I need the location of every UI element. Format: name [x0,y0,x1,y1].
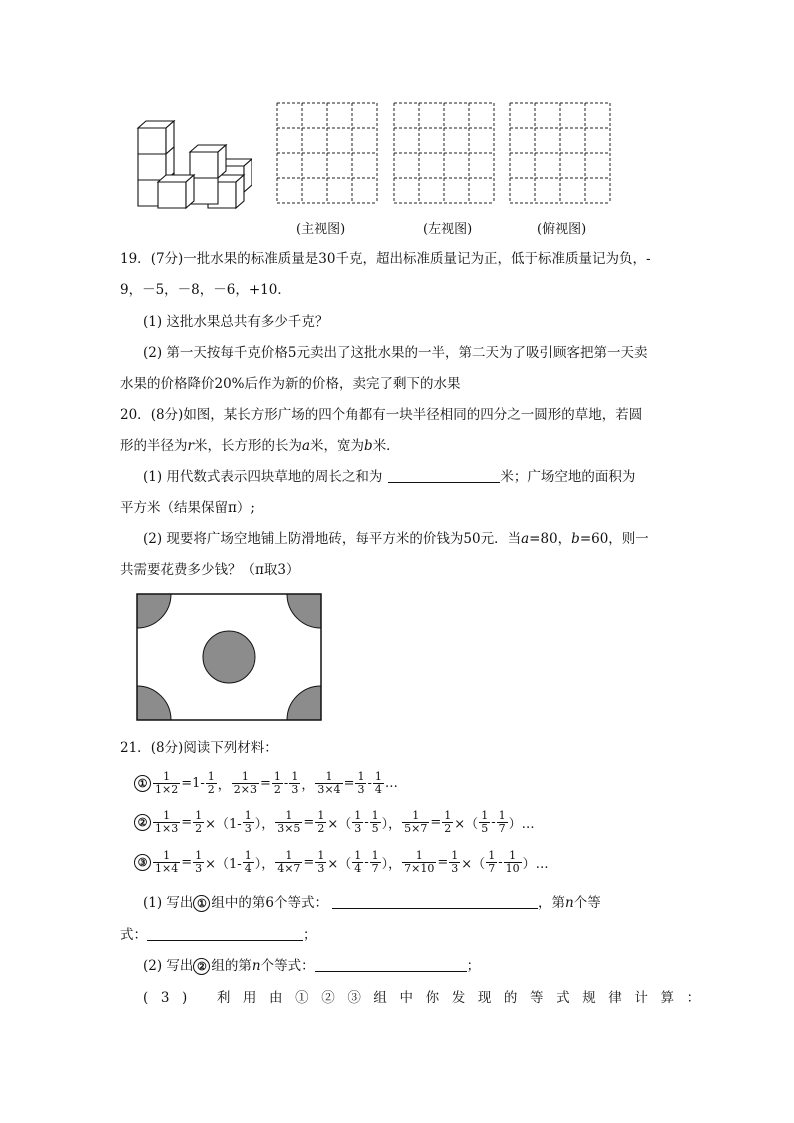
q21-sub1 [143,893,601,913]
q19-sub2-line2: 水果的价格降价20%后作为新的价格，卖完了剩下的水果 [120,376,461,392]
q19-line1 [120,249,651,269]
q21-sub1-text-line2: 式： [120,927,147,943]
q19-sub2-line1: (2) 第一天按每千克价格5元卖出了这批水果的一半，第二天为了吸引顾客把第一天卖 [143,345,648,361]
group-mark-1: ① [134,775,151,792]
equation-group-2: ② $\frac{1}{1\times 3}$ = $\frac{1}{2}$ ×（1- $\frac{1}{3}$ ）， $\frac{1}{3\times 5}$ = $\frac{1}{2}$ ×（ $\frac{1}{3}$ - $\frac{1}{5}$ ）， $\frac{1}{5\times 7}$ = $\frac{1}{2}$ ×（ $\frac{1}{5}$ - $\frac{1}{7}$ ）… [134,807,535,837]
var-a: a [301,438,311,454]
group-mark-2: ② [134,814,151,831]
q19-line2: 9，－5，－8，－6，+10． [120,282,291,298]
q21-answer-blank-3[interactable] [315,957,467,972]
q20-sub2-text-a: (2) 现要将广场空地铺上防滑地砖，每平方米的价钱为50元．当 [143,531,522,547]
q20-sub2-var-a: a [521,531,530,547]
q20-text-2b: 米，长方形的长为 [193,438,302,454]
q21-sub2-mark: ② [193,958,210,975]
q19-score: (7分) [150,251,184,267]
q21-sub1-text-d: 个等 [573,895,601,911]
top-view-grid [509,102,611,204]
left-view-grid [393,102,495,204]
q20-number: 20． [120,407,151,423]
front-view-caption: (主视图) [296,222,346,237]
q20-text-1: 如图，某长方形广场的四个角都有一块半径相同的四分之一圆形的草地，若圆 [183,407,643,423]
var-r: r [187,438,194,454]
q19-text-1: 一批水果的标准质量是30千克，超出标准质量记为正，低于标准质量记为负，- [183,251,651,267]
q21-sub2 [143,956,480,976]
q20-score: (8分) [150,407,184,423]
q19-sub1: (1) 这批水果总共有多少千克？ [143,314,329,330]
q20-sub1 [143,467,635,487]
group-mark-3: ③ [134,854,151,871]
var-n-2: n [251,958,261,974]
q21-sub2-text-a: (2) 写出 [143,958,194,974]
corner-grass-top-left [136,593,171,628]
q20-text-2c: 米，宽为 [310,438,365,454]
corner-grass-bottom-right [287,686,324,723]
q21-sub1-text-b: 组中的第6个等式： [211,895,329,911]
q20-sub2-text-c: =80， [529,531,572,547]
q21-sub3: (3) 利用由①②③组中你发现的等式规律计算： [143,990,713,1006]
q21-sub2-text-b: 组的第 [211,958,252,974]
q21-answer-blank-2[interactable] [147,926,303,941]
q21-sub1-end: ； [303,927,317,943]
q21-sub1-text-c: ，第 [538,895,566,911]
q21-score: (8分) [150,740,184,756]
q21-intro: 阅读下列材料： [183,740,278,756]
top-view-caption: (俯视图) [537,222,587,237]
front-view-grid [276,102,378,204]
q21-sub1-text-a: (1) 写出 [143,895,194,911]
square-plaza-figure [136,593,324,723]
corner-grass-bottom-left [136,686,171,723]
var-n: n [565,895,574,911]
q20-sub2-var-b: b [571,531,580,547]
corner-grass-top-right [287,593,324,628]
q19-number: 19． [120,251,151,267]
var-b: b [364,438,373,454]
q20-answer-blank-1[interactable] [388,468,500,483]
equation-group-1: ① $\frac{1}{1\times 2}$ =1- $\frac{1}{2}$ ， $\frac{1}{2\times 3}$ = $\frac{1}{2}$ - $\frac{1}{3}$ ， $\frac{1}{3\times 4}$ = $\frac{1}{3}$ - $\frac{1}{4}$ … [134,768,398,798]
q20-text-2a: 形的半径为 [120,438,188,454]
q21-answer-blank-1[interactable] [332,894,538,909]
left-view-caption: (左视图) [423,222,473,237]
equation-group-3: ③ $\frac{1}{1\times 4}$ = $\frac{1}{3}$ ×（1- $\frac{1}{4}$ ）， $\frac{1}{4\times 7}$ = $\frac{1}{3}$ ×（ $\frac{1}{4}$ - $\frac{1}{7}$ ）， $\frac{1}{7\times 10}$ = $\frac{1}{3}$ ×（ $\frac{1}{7}$ - $\frac{1}{10}$ ）… [134,847,549,877]
q20-line2 [120,436,400,456]
q21-sub2-text-c: 个等式： [260,958,315,974]
q20-line1 [120,405,642,425]
q21-sub1-line2 [120,925,317,945]
q20-sub2 [143,529,649,549]
q20-text-2d: 米． [372,438,400,454]
q20-sub1-text-b: 米；广场空地的面积为 [500,469,636,485]
q20-sub1-line2: 平方米（结果保留π）; [120,500,255,516]
q20-sub1-text-a: (1) 用代数式表示四块草地的周长之和为 [143,469,383,485]
q21-line1 [120,738,278,758]
q20-sub2-line2: 共需要花费多少钱？（π取3） [120,562,300,578]
q20-sub2-text-e: =60，则一 [579,531,649,547]
q21-sub2-end: ； [466,958,481,974]
cube-stack-figure [132,112,252,214]
center-grass-circle [203,631,255,683]
q21-sub1-mark: ① [193,895,210,912]
q21-number: 21． [120,740,151,756]
